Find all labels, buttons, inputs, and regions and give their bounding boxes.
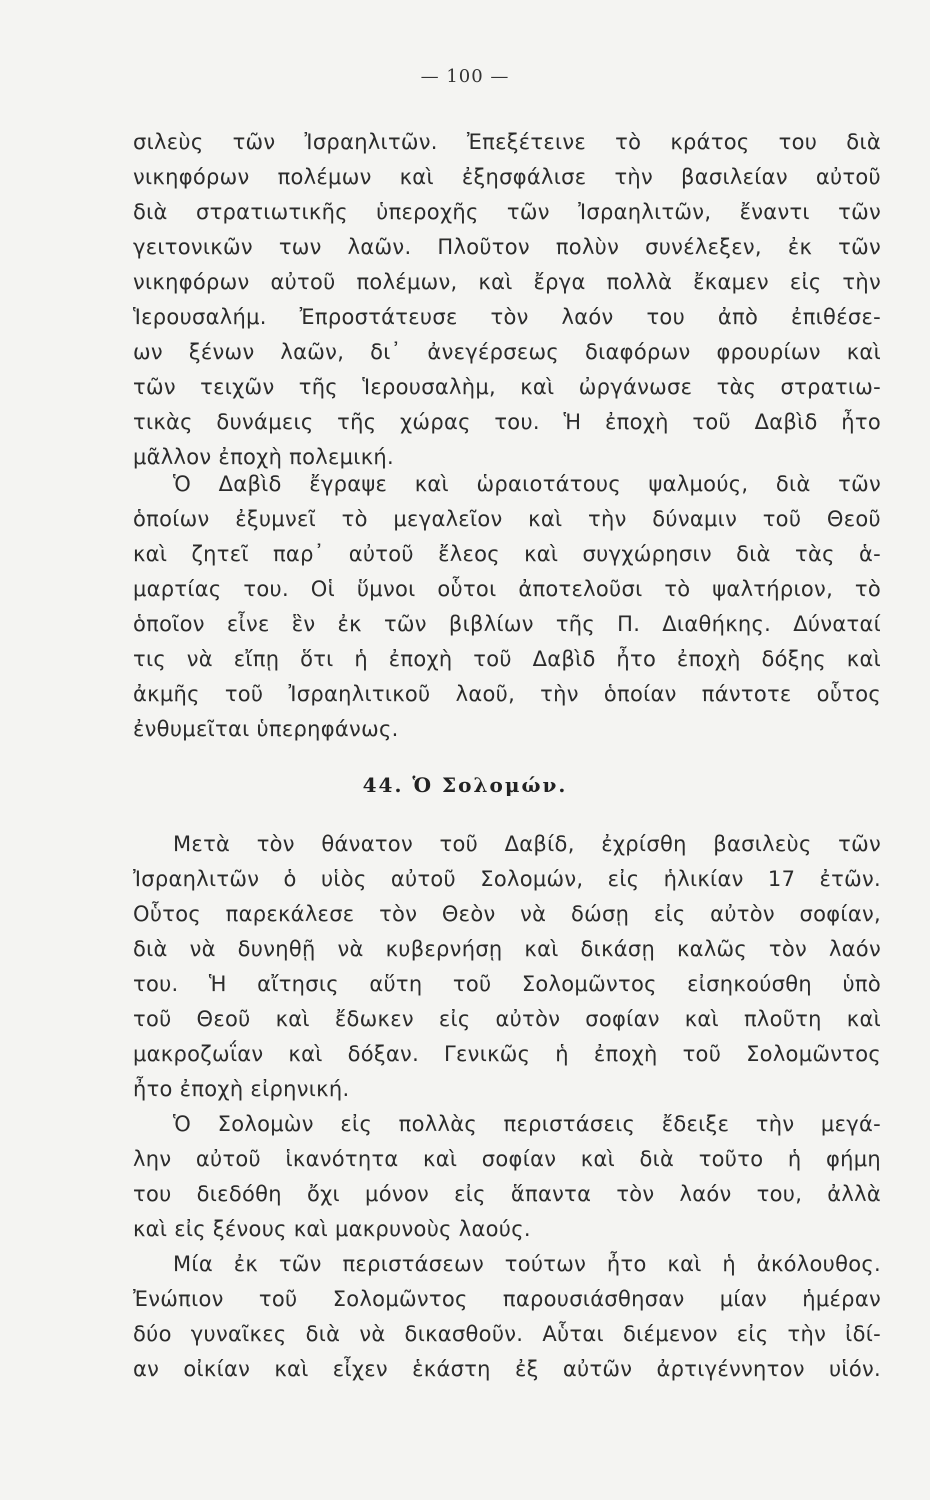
text-line: τοῦ Θεοῦ καὶ ἔδωκεν εἰς αὐτὸν σοφίαν καὶ πλοῦτη καὶ xyxy=(133,1007,881,1031)
text-line: Ἱερουσαλήμ. Ἐπροστάτευσε τὸν λαόν του ἀπὸ ἐπιθέσε- xyxy=(133,305,881,329)
text-line: γειτονικῶν των λαῶν. Πλοῦτον πολὺν συνέλεξεν, ἐκ τῶν xyxy=(133,235,881,259)
text-line: ἀκμῆς τοῦ Ἰσραηλιτικοῦ λαοῦ, τὴν ὁποίαν πάντοτε οὗτος xyxy=(133,682,881,706)
text-line: διὰ στρατιωτικῆς ὑπεροχῆς τῶν Ἰσραηλιτῶν, ἔναντι τῶν xyxy=(133,200,881,224)
text-line: ἦτο ἐποχὴ εἰρηνική. xyxy=(133,1077,350,1101)
text-line: νικηφόρων αὐτοῦ πολέμων, καὶ ἔργα πολλὰ ἔκαμεν εἰς τὴν xyxy=(133,270,881,294)
text-line: Ἐνώπιον τοῦ Σολομῶντος παρουσιάσθησαν μίαν ἡμέραν xyxy=(133,1287,881,1311)
paragraph xyxy=(133,1247,881,1387)
text-line: αν οἰκίαν καὶ εἶχεν ἑκάστη ἐξ αὐτῶν ἀρτιγέννητον υἱόν. xyxy=(133,1357,881,1381)
paragraph xyxy=(133,827,881,1107)
text-line: ων ξένων λαῶν, δι᾽ ἀνεγέρσεως διαφόρων φρουρίων καὶ xyxy=(133,340,881,364)
paragraph xyxy=(133,1107,881,1247)
text-line: Μετὰ τὸν θάνατον τοῦ Δαβίδ, ἐχρίσθη βασιλεὺς τῶν xyxy=(173,832,881,856)
text-line: τῶν τειχῶν τῆς Ἱερουσαλὴμ, καὶ ὠργάνωσε τὰς στρατιω- xyxy=(133,375,881,399)
text-line: νικηφόρων πολέμων καὶ ἐξησφάλισε τὴν βασιλείαν αὐτοῦ xyxy=(133,165,881,189)
text-line: ἐνθυμεῖται ὑπερηφάνως. xyxy=(133,717,399,741)
text-line: μακροζωΐαν καὶ δόξαν. Γενικῶς ἡ ἐποχὴ τοῦ Σολομῶντος xyxy=(133,1042,881,1066)
text-line: του. Ἡ αἴτησις αὕτη τοῦ Σολομῶντος εἰσηκούσθη ὑπὸ xyxy=(133,972,881,996)
text-line: Ἰσραηλιτῶν ὁ υἱὸς αὐτοῦ Σολομών, εἰς ἡλικίαν 17 ἐτῶν. xyxy=(133,867,881,891)
text-line: ὁποίων ἐξυμνεῖ τὸ μεγαλεῖον καὶ τὴν δύναμιν τοῦ Θεοῦ xyxy=(133,507,881,531)
paragraph xyxy=(133,467,881,747)
text-block-middle xyxy=(133,467,881,747)
paragraph xyxy=(133,125,881,475)
section-heading: 44. Ὁ Σολομών. xyxy=(362,773,568,797)
text-line: του διεδόθη ὄχι μόνον εἰς ἅπαντα τὸν λαόν του, ἀλλὰ xyxy=(133,1182,881,1206)
text-block-bottom xyxy=(133,827,881,1387)
text-line: σιλεὺς τῶν Ἰσραηλιτῶν. Ἐπεξέτεινε τὸ κράτος του διὰ xyxy=(133,130,881,154)
text-line: μαρτίας του. Οἱ ὕμνοι οὗτοι ἀποτελοῦσι τὸ ψαλτήριον, τὸ xyxy=(133,577,881,601)
text-line: δύο γυναῖκες διὰ νὰ δικασθοῦν. Αὗται διέμενον εἰς τὴν ἰδί- xyxy=(133,1322,881,1346)
text-line: καὶ ζητεῖ παρ᾽ αὐτοῦ ἔλεος καὶ συγχώρησιν διὰ τὰς ἁ- xyxy=(133,542,881,566)
text-line: μᾶλλον ἐποχὴ πολεμική. xyxy=(133,445,394,469)
text-line: Ὁ Σολομὼν εἰς πολλὰς περιστάσεις ἔδειξε τὴν μεγά- xyxy=(173,1112,881,1136)
text-line: τικὰς δυνάμεις τῆς χώρας του. Ἡ ἐποχὴ τοῦ Δαβὶδ ἦτο xyxy=(133,410,881,434)
text-block-top xyxy=(133,125,881,475)
page-number: — 100 — xyxy=(420,66,510,87)
text-line: Μία ἐκ τῶν περιστάσεων τούτων ἦτο καὶ ἡ ἀκόλουθος. xyxy=(173,1252,881,1276)
text-line: λην αὐτοῦ ἱκανότητα καὶ σοφίαν καὶ διὰ τοῦτο ἡ φήμη xyxy=(133,1147,881,1171)
text-line: τις νὰ εἴπῃ ὅτι ἡ ἐποχὴ τοῦ Δαβὶδ ἦτο ἐποχὴ δόξης καὶ xyxy=(133,647,881,671)
text-line: ὁποῖον εἶνε ἓν ἐκ τῶν βιβλίων τῆς Π. Διαθήκης. Δύναταί xyxy=(133,612,881,636)
text-line: Οὗτος παρεκάλεσε τὸν Θεὸν νὰ δώσῃ εἰς αὐτὸν σοφίαν, xyxy=(133,902,881,926)
text-line: καὶ εἰς ξένους καὶ μακρυνοὺς λαούς. xyxy=(133,1217,531,1241)
text-line: διὰ νὰ δυνηθῇ νὰ κυβερνήσῃ καὶ δικάσῃ καλῶς τὸν λαόν xyxy=(133,937,881,961)
text-line: Ὁ Δαβὶδ ἔγραψε καὶ ὡραιοτάτους ψαλμούς, διὰ τῶν xyxy=(173,472,881,496)
